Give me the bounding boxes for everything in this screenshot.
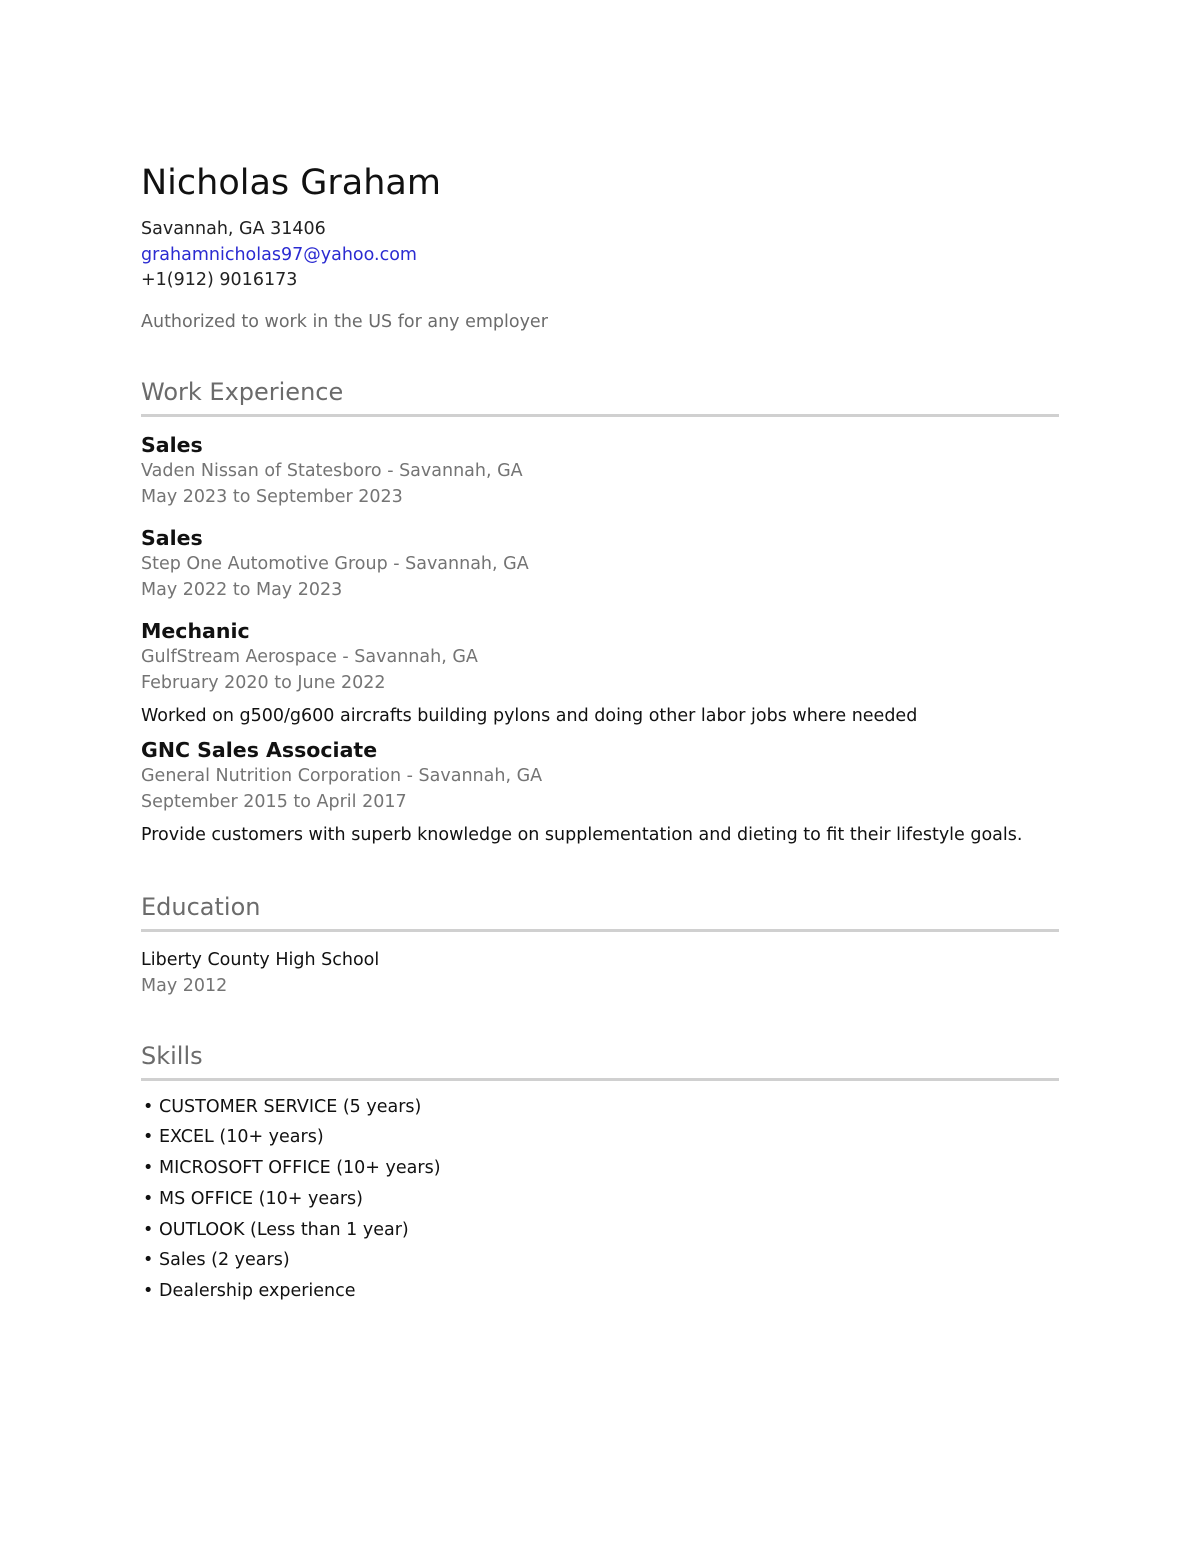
skill-label: EXCEL (10+ years)	[159, 1127, 324, 1148]
work-experience-heading: Work Experience	[141, 377, 1059, 417]
bullet-icon: •	[143, 1281, 154, 1302]
location: Savannah, GA 31406	[141, 219, 326, 239]
bullet-icon: •	[143, 1219, 154, 1240]
skill-item	[141, 1092, 1059, 1123]
job-title: GNC Sales Associate	[141, 737, 378, 762]
bullet-icon: •	[143, 1158, 154, 1179]
job-description: Provide customers with superb knowledge on supplementation and dieting to fit their lifestyle goals.	[141, 824, 1023, 845]
skills-heading: Skills	[141, 1041, 1059, 1081]
skill-label: Sales (2 years)	[159, 1250, 290, 1271]
skill-item	[141, 1153, 1059, 1184]
job-dates: September 2015 to April 2017	[141, 791, 407, 812]
job-dates: February 2020 to June 2022	[141, 672, 386, 693]
job-entry	[141, 432, 1059, 510]
phone: +1(912) 9016173	[141, 270, 298, 290]
bullet-icon: •	[143, 1127, 154, 1148]
job-company: General Nutrition Corporation - Savannah, GA	[141, 765, 543, 786]
skill-item	[141, 1215, 1059, 1246]
bullet-icon: •	[143, 1250, 154, 1271]
skill-label: Dealership experience	[159, 1281, 356, 1302]
skill-item	[141, 1122, 1059, 1153]
job-dates: May 2023 to September 2023	[141, 486, 403, 507]
job-company: Step One Automotive Group - Savannah, GA	[141, 553, 529, 574]
skill-item	[141, 1245, 1059, 1276]
job-entry	[141, 737, 1059, 847]
education-date: May 2012	[141, 975, 228, 996]
skills-list	[141, 1092, 1059, 1308]
skill-label: CUSTOMER SERVICE (5 years)	[159, 1096, 422, 1117]
job-company: Vaden Nissan of Statesboro - Savannah, GA	[141, 460, 523, 481]
job-dates: May 2022 to May 2023	[141, 579, 343, 600]
skill-label: OUTLOOK (Less than 1 year)	[159, 1219, 409, 1240]
job-title: Mechanic	[141, 618, 250, 643]
skill-label: MS OFFICE (10+ years)	[159, 1188, 363, 1209]
education-heading: Education	[141, 892, 1059, 932]
work-authorization: Authorized to work in the US for any employer	[141, 311, 548, 332]
skill-item	[141, 1184, 1059, 1215]
skill-label: MICROSOFT OFFICE (10+ years)	[159, 1158, 441, 1179]
job-description: Worked on g500/g600 aircrafts building pylons and doing other labor jobs where needed	[141, 705, 918, 726]
job-entry	[141, 618, 1059, 728]
job-entry	[141, 525, 1059, 603]
candidate-name: Nicholas Graham	[141, 163, 441, 203]
education-school: Liberty County High School	[141, 949, 380, 970]
job-title: Sales	[141, 432, 203, 457]
bullet-icon: •	[143, 1096, 154, 1117]
job-company: GulfStream Aerospace - Savannah, GA	[141, 646, 478, 667]
email-link[interactable]: grahamnicholas97@yahoo.com	[141, 244, 417, 265]
job-title: Sales	[141, 525, 203, 550]
skill-item	[141, 1276, 1059, 1307]
bullet-icon: •	[143, 1188, 154, 1209]
